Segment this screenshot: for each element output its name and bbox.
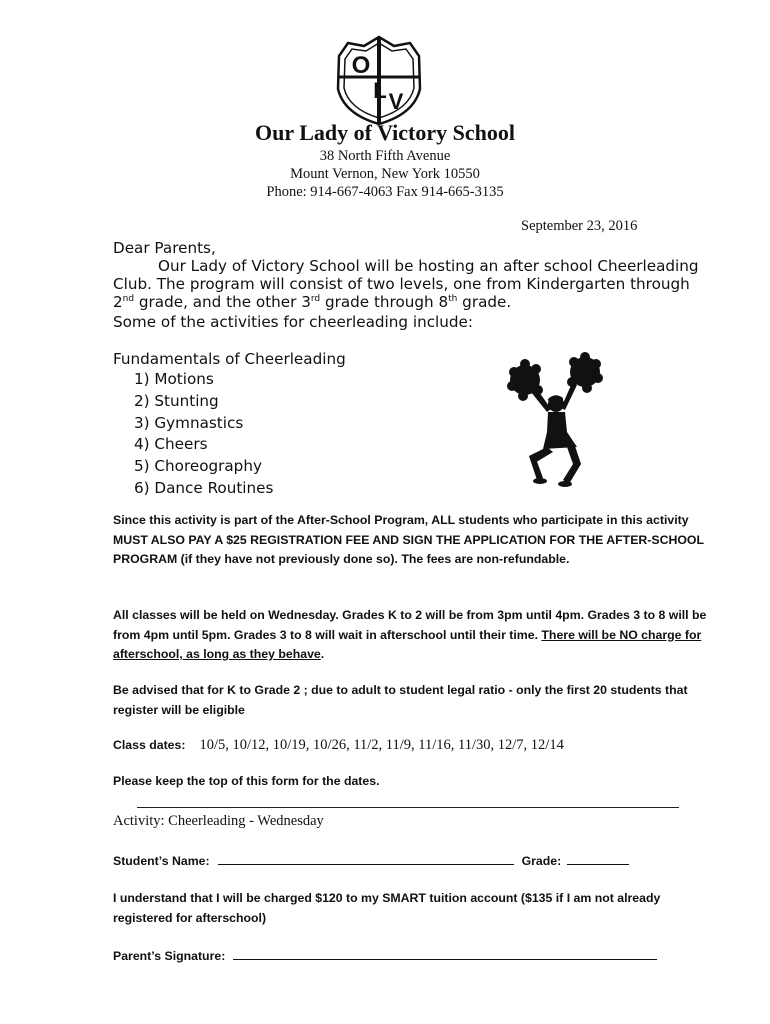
class-dates-row <box>113 737 564 754</box>
parent-signature-label: Parent’s Signature: <box>113 949 226 963</box>
salutation: Dear Parents, <box>113 239 216 257</box>
form-activity-name: Activity: Cheerleading - Wednesday <box>113 813 324 829</box>
parent-signature-field[interactable] <box>233 946 657 960</box>
school-street-address: 38 North Fifth Avenue <box>319 148 451 164</box>
list-item: 1) Motions <box>134 370 214 388</box>
intro-line-4: Some of the activities for cheerleading include: <box>113 313 473 331</box>
class-dates-value: 10/5, 10/12, 10/19, 10/26, 11/2, 11/9, 11/16, 11/30, 12/7, 12/14 <box>199 737 564 753</box>
grade-field[interactable] <box>567 851 629 865</box>
list-item: 6) Dance Routines <box>134 478 274 497</box>
no-charge-underlined-text: There will be NO charge for afterschool, as long as they behave <box>113 627 702 661</box>
ratio-notice: Be advised that for K to Grade 2 ; due to adult to student legal ratio - only the first 20 students that register will be eligible <box>113 683 688 717</box>
intro-line-2: Club. The program will consist of two levels, one from Kindergarten through <box>113 275 690 293</box>
fundamentals-title: Fundamentals of Cheerleading <box>113 350 346 368</box>
student-name-field[interactable] <box>218 851 514 865</box>
keep-top-instruction: Please keep the top of this form for the dates. <box>113 774 380 788</box>
intro-line-3: 2nd grade, and the other 3rd grade through 8th grade. <box>113 293 512 311</box>
intro-line-1: Our Lady of Victory School will be hosting an after school Cheerleading <box>158 257 699 275</box>
tear-off-divider <box>137 807 679 808</box>
school-phone-fax: Phone: 914-667-4063 Fax 914-665-3135 <box>266 184 504 200</box>
grade-label: Grade: <box>521 854 562 868</box>
list-item: 5) Choreography <box>134 457 262 476</box>
school-name: Our Lady of Victory School <box>255 120 515 145</box>
tuition-charge-acknowledgement: I understand that I will be charged $120 to my SMART tuition account ($135 if I am not already registered for afterschool) <box>113 891 661 925</box>
list-item: 3) Gymnastics <box>134 413 244 432</box>
svg-text:L: L <box>373 78 387 103</box>
school-crest-logo <box>334 34 424 126</box>
svg-text:O: O <box>351 52 371 79</box>
class-dates-label: Class dates: <box>113 738 186 752</box>
after-school-fee-notice: Since this activity is part of the After-School Program, ALL students who participate in this activity MUST ALSO PAY A $25 REGISTRATION FEE AND SIGN THE APPLICATION FOR THE AFTER-SCHOOL PROGRAM (if they have not previously done so). The fees are non-refundable. <box>113 513 704 566</box>
letter-date: September 23, 2016 <box>521 218 638 234</box>
activity-list <box>134 369 273 500</box>
school-city-address: Mount Vernon, New York 10550 <box>290 166 480 182</box>
svg-text:V: V <box>388 89 404 114</box>
schedule-notice: All classes will be held on Wednesday. Grades K to 2 will be from 3pm until 4pm. Grades 3 to 8 will be from 4pm until 5pm. Grades 3 to 8 will wait in afterschool until their time. There will be NO charge for afterschool, as long as they behave. <box>113 608 707 661</box>
list-item: 2) Stunting <box>134 391 219 410</box>
list-item: 4) Cheers <box>134 435 208 454</box>
student-name-label: Student’s Name: <box>113 854 210 868</box>
signature-row <box>113 946 657 963</box>
student-info-row <box>113 851 629 868</box>
cheerleader-silhouette-icon <box>505 352 605 492</box>
